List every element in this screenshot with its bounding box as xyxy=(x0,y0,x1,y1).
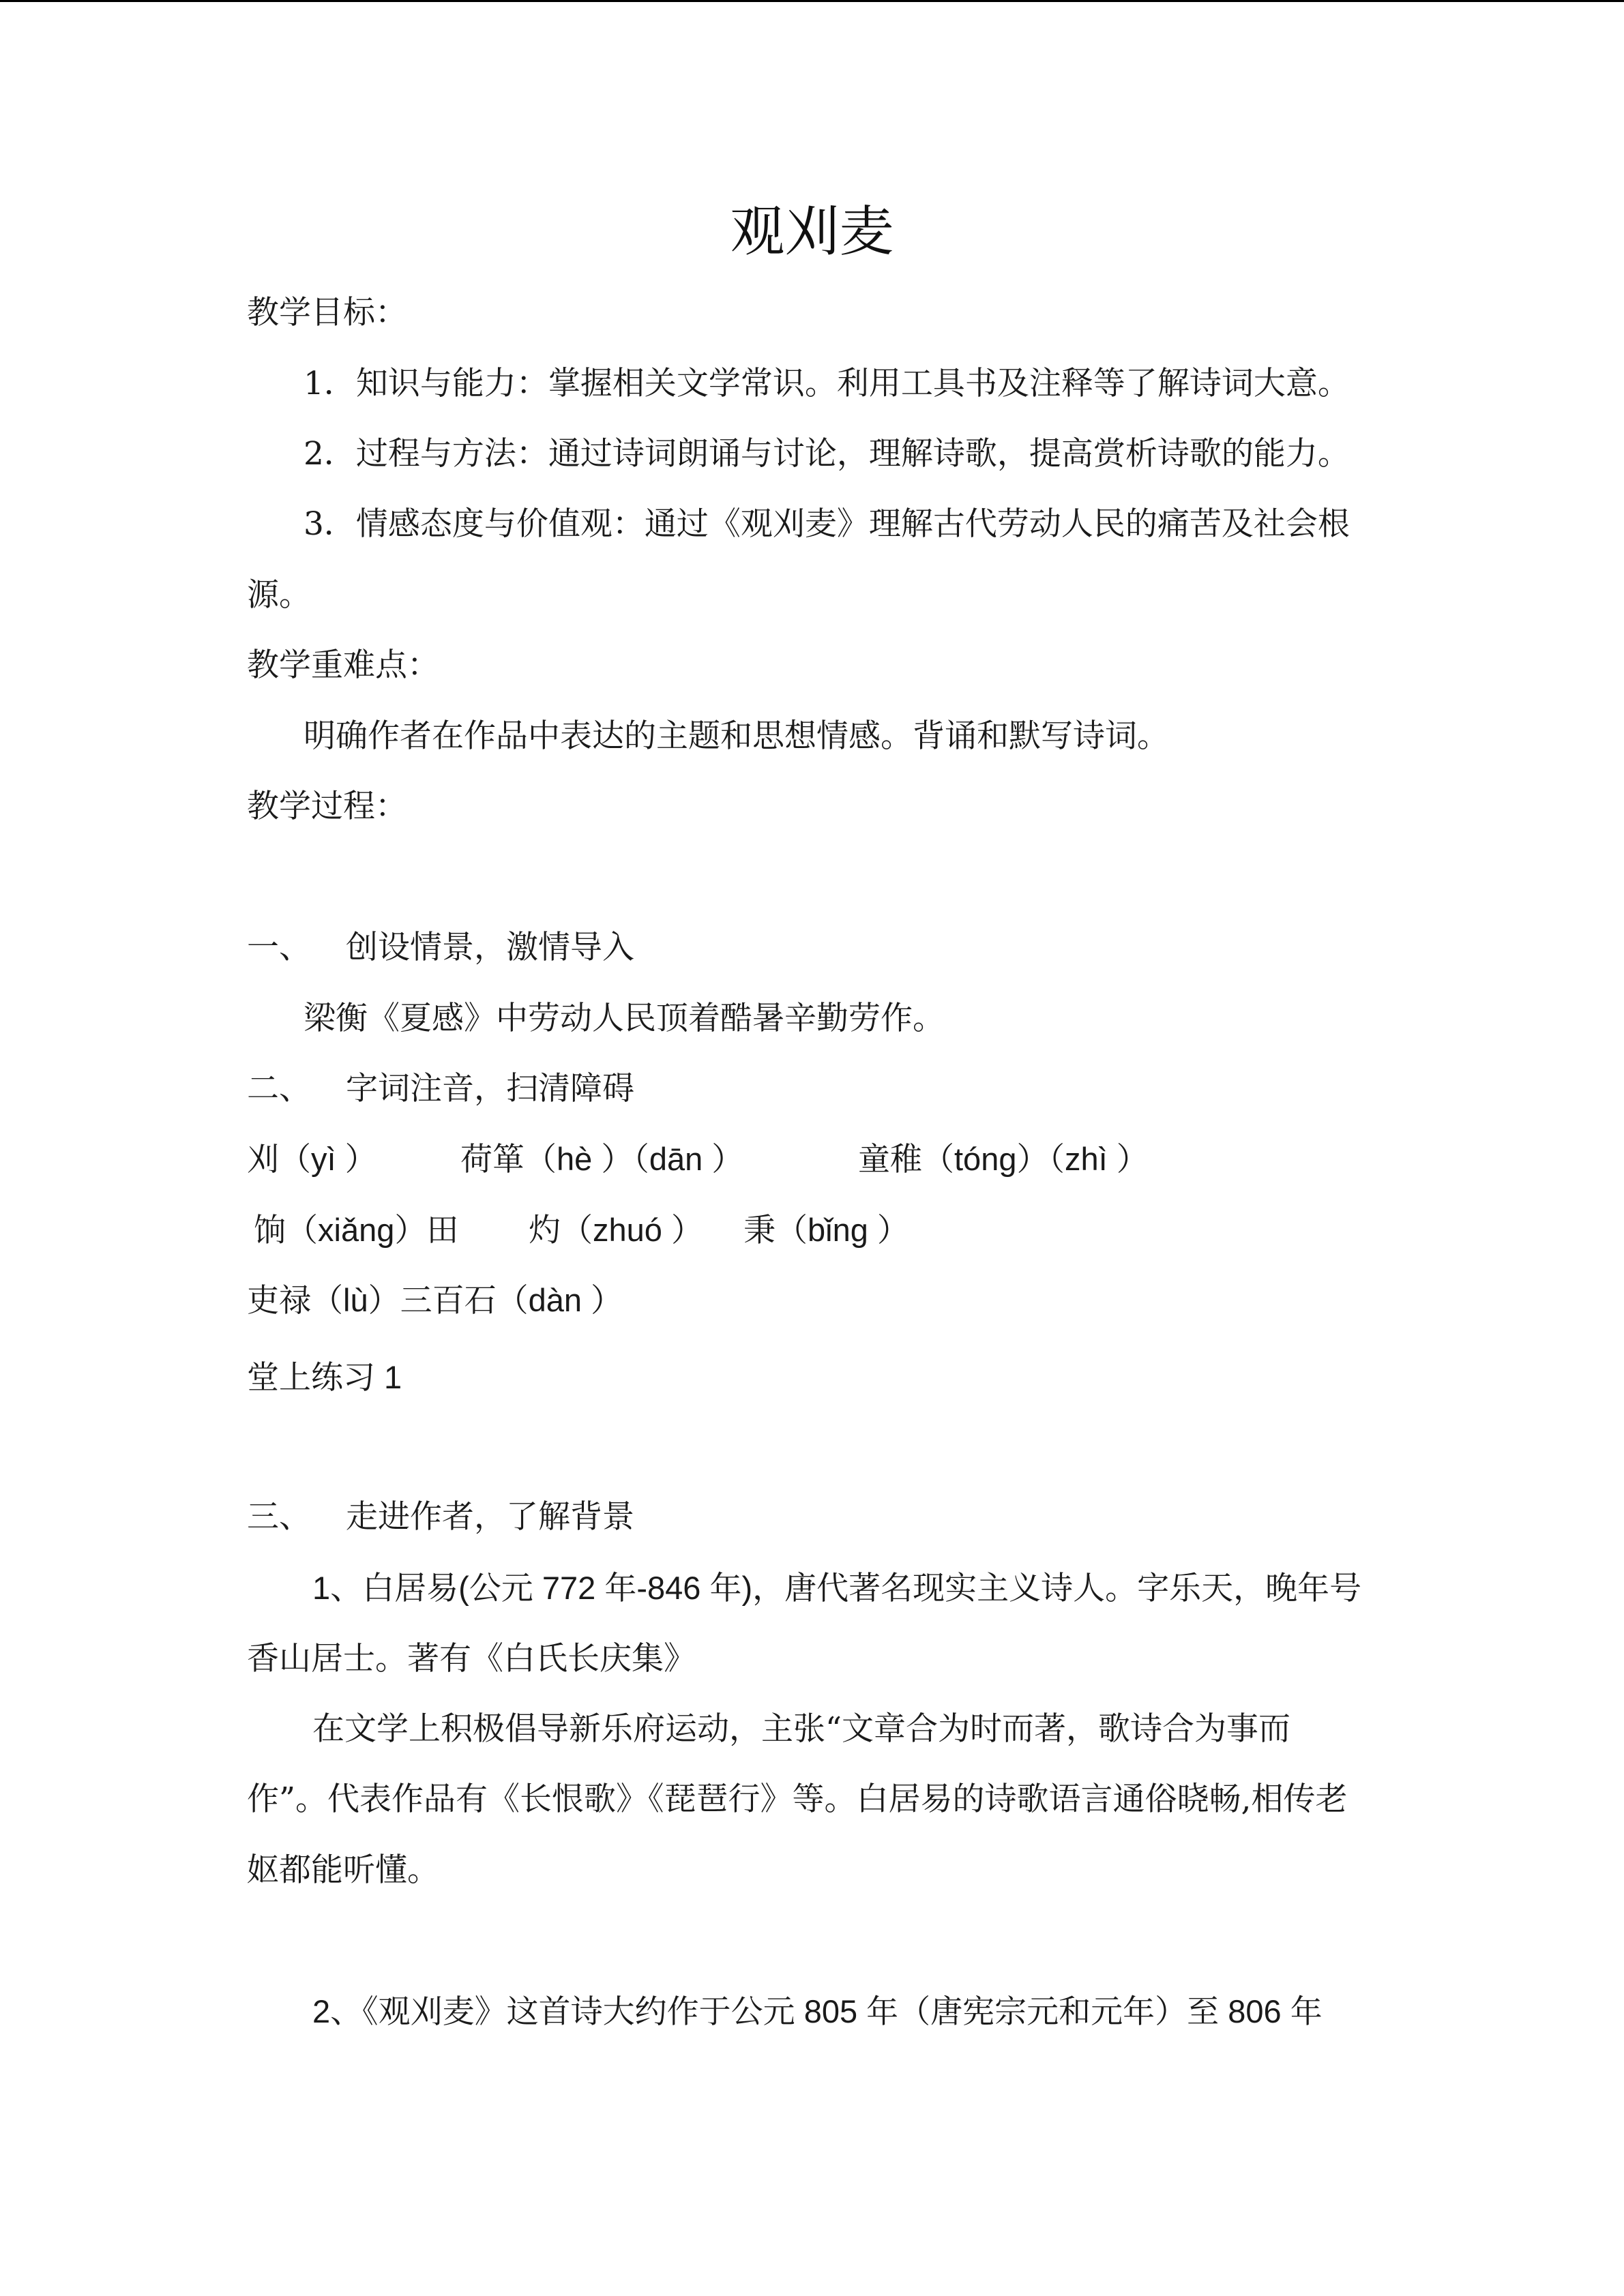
objective-item-2: 2．过程与方法：通过诗词朗诵与讨论，理解诗歌，提高赏析诗歌的能力。 xyxy=(304,435,1350,473)
section-1-title: 创设情景，激情导入 xyxy=(346,929,634,966)
paragraph-line: 在文学上积极倡导新乐府运动，主张“文章合为时而著，歌诗合为事而 xyxy=(312,1710,1291,1748)
section-3-number: 三、 xyxy=(247,1498,311,1536)
objectives-label: 教学目标： xyxy=(247,294,407,331)
section-1-number: 一、 xyxy=(247,929,311,966)
pinyin-item: 秉（bǐng ） xyxy=(743,1212,909,1248)
objective-item-3-continued: 源。 xyxy=(247,576,311,614)
paragraph-line: 作”。代表作品有《长恨歌》《琵琶行》等。白居易的诗歌语言通俗晓畅,相传老 xyxy=(247,1780,1348,1818)
paragraph-line: 妪都能听懂。 xyxy=(247,1851,439,1889)
objective-item-3: 3．情感态度与价值观：通过《观刈麦》理解古代劳动人民的痛苦及社会根 xyxy=(304,505,1350,543)
page-title: 观刈麦 xyxy=(730,200,894,263)
pinyin-item: 童稚（tóng）（zhì ） xyxy=(858,1141,1149,1177)
key-points-label: 教学重难点： xyxy=(247,646,439,684)
section-2-heading xyxy=(247,1069,634,1109)
section-2-title: 字词注音，扫清障碍 xyxy=(346,1070,634,1107)
section-3-title: 走进作者，了解背景 xyxy=(346,1498,634,1536)
key-points-text: 明确作者在作品中表达的主题和思想情感。背诵和默写诗词。 xyxy=(304,717,1169,755)
pinyin-item: 饷（xiǎng）田 xyxy=(254,1212,459,1248)
section-2-number: 二、 xyxy=(247,1070,311,1107)
page-top-border xyxy=(0,0,1624,2)
exercise-label: 堂上练习 1 xyxy=(247,1359,402,1395)
pinyin-item: 吏禄（lù）三百石（dàn ） xyxy=(247,1282,623,1318)
pinyin-item: 荷箪（hè ）（dān ） xyxy=(460,1141,744,1177)
section-3-heading xyxy=(247,1497,634,1538)
paragraph-line: 香山居士。著有《白氏长庆集》 xyxy=(247,1640,696,1678)
paragraph-line: 1、白居易(公元 772 年-846 年)，唐代著名现实主义诗人。字乐天，晚年号 xyxy=(312,1570,1362,1606)
section-1-heading xyxy=(247,927,634,968)
pinyin-item: 灼（zhuó ） xyxy=(529,1212,703,1248)
process-label: 教学过程： xyxy=(247,788,407,825)
section-1-text: 梁衡《夏感》中劳动人民顶着酷暑辛勤劳作。 xyxy=(304,1000,945,1037)
objective-item-1: 1．知识与能力：掌握相关文学常识。利用工具书及注释等了解诗词大意。 xyxy=(304,365,1350,402)
paragraph-line: 2、《观刈麦》这首诗大约作于公元 805 年（唐宪宗元和元年）至 806 年 xyxy=(312,1993,1323,2029)
pinyin-item: 刈（yì ） xyxy=(247,1141,377,1177)
